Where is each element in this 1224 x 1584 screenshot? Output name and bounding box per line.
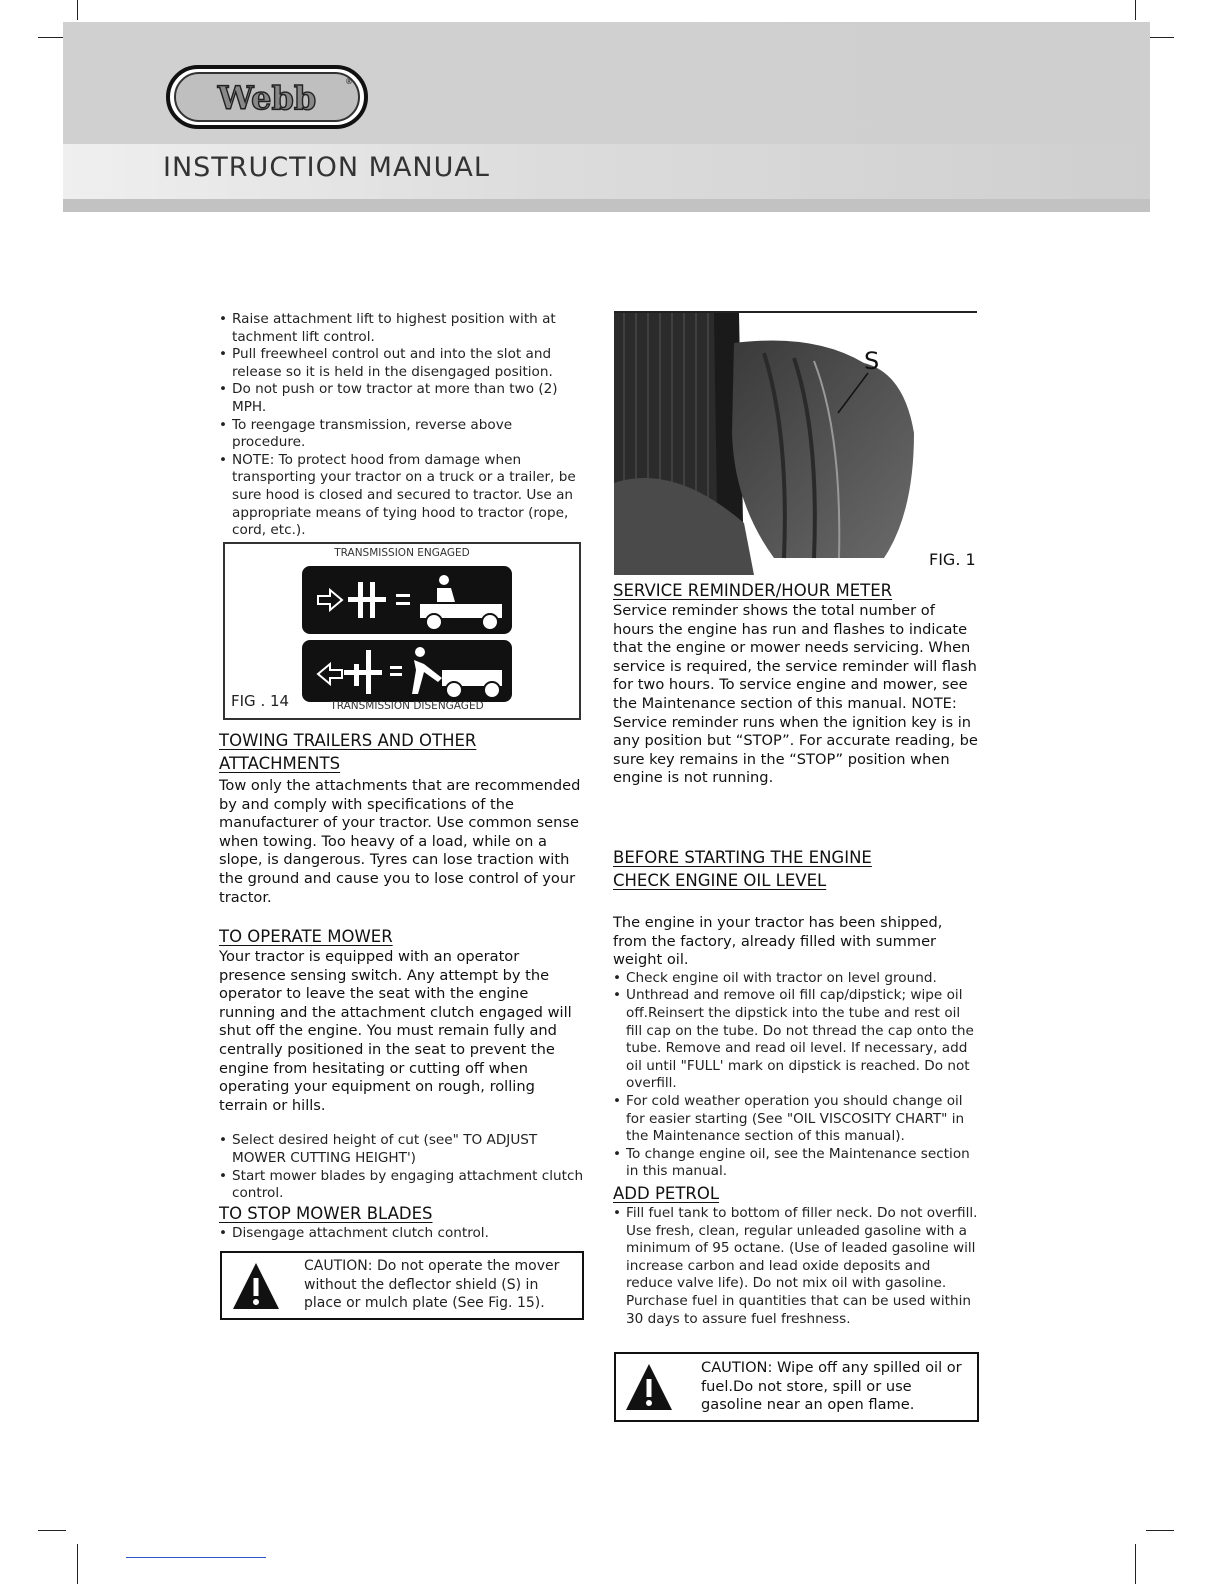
transport-bullet-list: [219, 311, 585, 540]
fig14-engaged-panel: [302, 566, 512, 634]
deflector-shield-photo: [614, 313, 977, 575]
list-item: • Do not push or tow tractor at more than two (2) MPH.: [219, 381, 585, 416]
before-text: The engine in your tractor has been shipped, from the factory, already filled with summer weight oil.: [613, 914, 943, 969]
operate-bullet-list: [219, 1132, 585, 1202]
fig14-box: [223, 542, 581, 720]
list-item: • Raise attachment lift to highest position with at tachment lift control.: [219, 311, 585, 346]
operate-heading: TO OPERATE MOWER: [219, 927, 393, 946]
service-section: [613, 579, 979, 788]
towing-section: [219, 729, 585, 907]
list-item: • Check engine oil with tractor on level ground.: [613, 970, 979, 988]
list-item: • For cold weather operation you should change oil for easier starting (See "OIL VISCOSITY CHART" in the Maintenance section of this manual).: [613, 1093, 979, 1146]
towing-text: Tow only the attachments that are recommended by and comply with specifications of the manufacturer of your tractor. Use common sense when towing. Too heavy of a load, while on a slope, is dangerous. Tyres can lose traction with the ground and cause you to lose control of your tractor.: [219, 777, 581, 906]
service-text: Service reminder shows the total number of hours the engine has run and flashes to indicate that the engine or mower needs servicing. When service is required, the service reminder will flash for two hours. To service engine and mower, see the Maintenance section of this manual. NOTE: Service reminder runs when the ignition key is in any position but “STOP”. For accurate reading, be sure key remains in the “STOP” position when engine is not running.: [613, 602, 978, 787]
crop-mark: [77, 1544, 78, 1584]
list-item: • Fill fuel tank to bottom of filler neck. Do not overfill. Use fresh, clean, regular unleaded gasoline with a minimum of 95 octane. (Use of leaded gasoline will increase carbon and lead oxide deposits and reduce valve life). Do not mix oil with gasoline. Purchase fuel in quantities that can be used within 30 days to assure fuel freshness.: [613, 1205, 979, 1328]
petrol-section: [613, 1182, 979, 1328]
fig14-disengaged-panel: [302, 640, 512, 702]
caution-box-fuel: [614, 1352, 979, 1422]
fig1-image: [614, 311, 977, 575]
towing-heading-2: ATTACHMENTS: [219, 754, 341, 773]
list-item: • To change engine oil, see the Maintenance section in this manual.: [613, 1146, 979, 1181]
list-item: • NOTE: To protect hood from damage when transporting your tractor on a truck or a trailer, be sure hood is closed and secured to tractor. Use an appropriate means of tying hood to tractor (rope, cord, etc.).: [219, 452, 585, 540]
operate-section: [219, 925, 585, 1203]
transmission-disengaged-icon: [302, 640, 512, 702]
petrol-bullet-list: [613, 1205, 979, 1328]
list-item: • Start mower blades by engaging attachment clutch control.: [219, 1168, 585, 1203]
fig1-label: FIG. 1: [929, 550, 976, 569]
crop-mark: [38, 1530, 66, 1531]
oil-heading: CHECK ENGINE OIL LEVEL: [613, 871, 827, 890]
crop-mark: [1146, 1530, 1174, 1531]
fig14-engaged-label: TRANSMISSION ENGAGED: [334, 547, 470, 559]
left-column: [219, 311, 585, 540]
crop-mark: [1135, 1544, 1136, 1584]
list-item: • Disengage attachment clutch control.: [219, 1225, 585, 1243]
page-title: INSTRUCTION MANUAL: [163, 152, 490, 183]
crop-mark: [1135, 0, 1136, 20]
crop-mark: [1146, 37, 1174, 38]
list-item: • Unthread and remove oil fill cap/dipstick; wipe oil off.Reinsert the dipstick into the tube and rest oil fill cap on the tube. Do not thread the cap onto the tube. Remove and read oil level. If necessary, add oil until "FULL' mark on dipstick is reached. Do not overfill.: [613, 987, 979, 1093]
footer-rule: [126, 1557, 266, 1558]
crop-mark: [77, 0, 78, 20]
stop-bullet-list: [219, 1225, 585, 1243]
caution-text-fuel: CAUTION: Wipe off any spilled oil or fuel.Do not store, spill or use gasoline near an open flame.: [701, 1359, 962, 1413]
list-item: • Select desired height of cut (see" TO ADJUST MOWER CUTTING HEIGHT'): [219, 1132, 585, 1167]
service-heading: SERVICE REMINDER/HOUR METER: [613, 581, 893, 600]
header-banner: [63, 22, 1150, 212]
stop-heading: TO STOP MOWER BLADES: [219, 1204, 433, 1223]
warning-icon: [624, 1362, 674, 1412]
caution-text-mower: CAUTION: Do not operate the mover without the deflector shield (S) in place or mulch plate (See Fig. 15).: [304, 1258, 560, 1311]
operate-text: Your tractor is equipped with an operator presence sensing switch. Any attempt by the operator to leave the seat with the engine running and the attachment clutch engaged will shut off the engine. You must remain fully and centrally positioned in the seat to prevent the engine from hesitating or cutting off when operating your equipment on rough, rolling terrain or hills.: [219, 948, 572, 1114]
caution-box-mower: [220, 1251, 584, 1320]
petrol-heading: ADD PETROL: [613, 1184, 720, 1203]
svg-text:®: ®: [345, 77, 353, 86]
list-item: • To reengage transmission, reverse above procedure.: [219, 417, 585, 452]
fig1-marker-s: S: [864, 347, 880, 375]
fig14-label: FIG . 14: [231, 692, 290, 710]
before-section: [613, 846, 979, 1181]
webb-logo: [165, 64, 369, 130]
crop-mark: [38, 37, 66, 38]
stop-section: [219, 1202, 585, 1243]
before-heading: BEFORE STARTING THE ENGINE: [613, 848, 872, 867]
oil-bullet-list: [613, 970, 979, 1181]
warning-icon: [231, 1261, 281, 1311]
towing-heading: TOWING TRAILERS AND OTHER: [219, 731, 477, 750]
list-item: • Pull freewheel control out and into the slot and release so it is held in the disengaged position.: [219, 346, 585, 381]
fig14-disengaged-label: TRANSMISSION DISENGAGED: [330, 700, 484, 712]
svg-text:Webb: Webb: [217, 79, 317, 117]
transmission-engaged-icon: [302, 566, 512, 634]
